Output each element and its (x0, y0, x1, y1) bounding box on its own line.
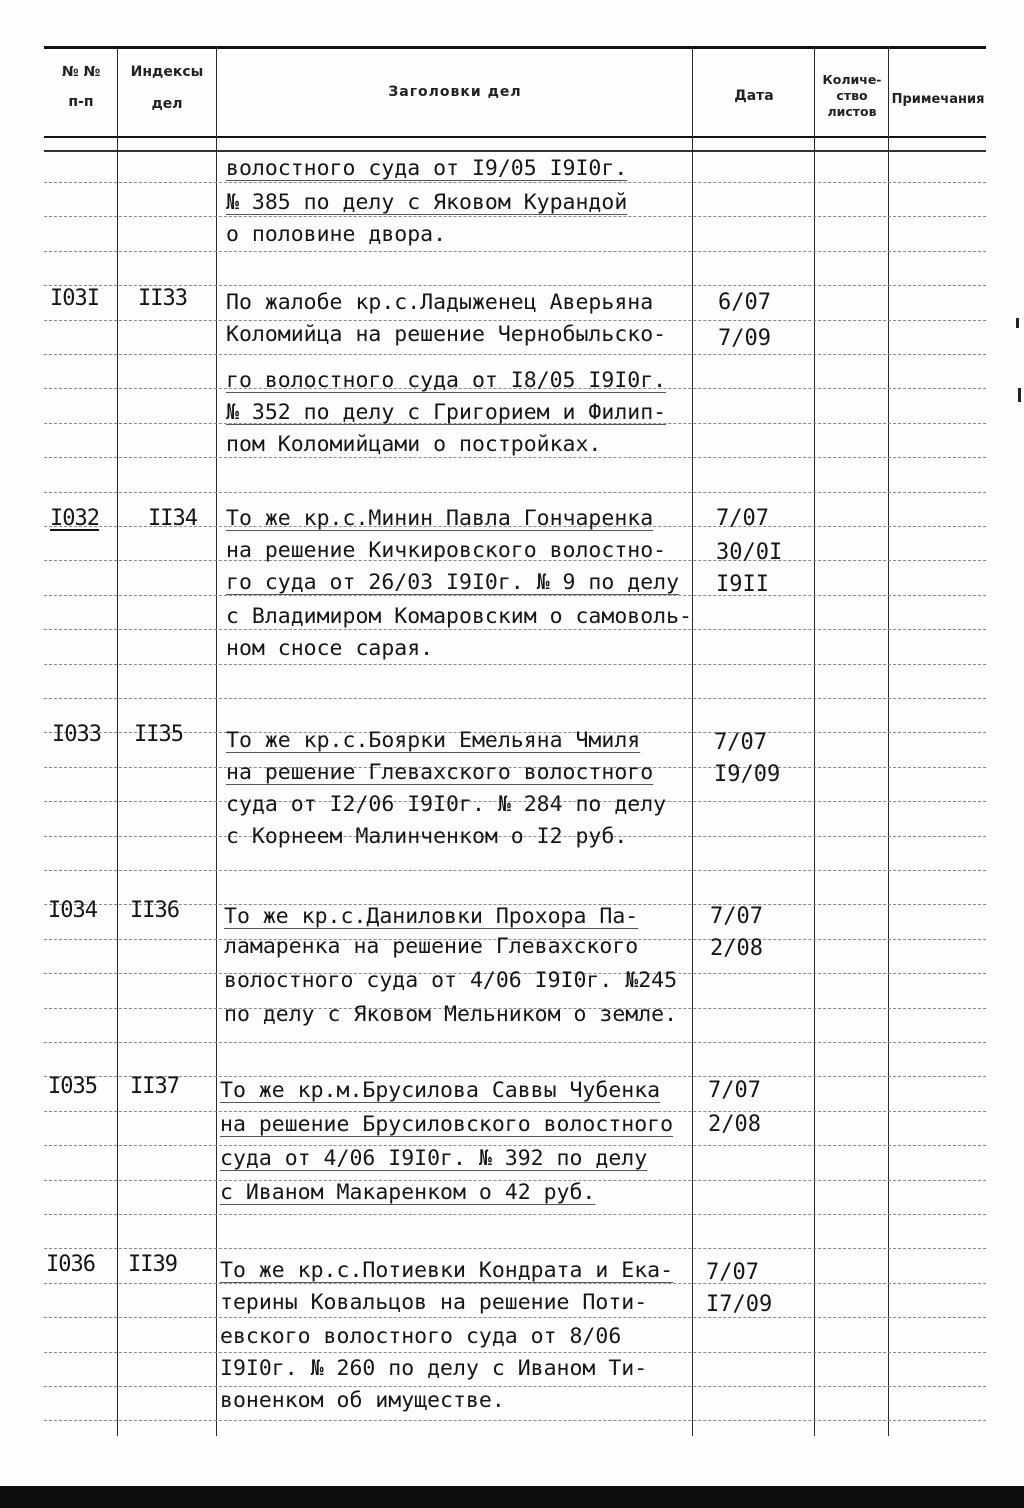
record-title-line: № 352 по делу с Григорием и Филип- (226, 400, 667, 425)
record-index: II33 (138, 286, 187, 311)
record-title-line: суда от 4/06 I9I0г. № 392 по делу (220, 1146, 648, 1171)
ruled-line (44, 664, 986, 665)
ruled-line (44, 698, 986, 699)
record-date: 2/08 (708, 1112, 761, 1137)
record-index: II37 (130, 1074, 179, 1099)
column-divider-5 (888, 46, 889, 1436)
record-title-line: То же кр.с.Боярки Емельяна Чмиля (226, 728, 641, 753)
record-date: 7/07 (710, 904, 763, 929)
ruled-line (44, 216, 986, 217)
header-bottom-rule (44, 136, 986, 138)
header-sheets-1: Количе- (822, 72, 882, 87)
record-date: 2/08 (710, 936, 763, 961)
column-divider-4 (814, 46, 815, 1436)
record-date: 7/07 (716, 506, 769, 531)
column-divider-1 (117, 46, 118, 1436)
scan-speck (1016, 318, 1019, 328)
record-title-line: на решение Глевахского волостного (226, 760, 654, 785)
record-title-line: го суда от 26/03 I9I0г. № 9 по делу (226, 570, 680, 595)
ruled-line (44, 1420, 986, 1421)
ruled-line (44, 595, 986, 596)
header-title: Заголовки дел (388, 84, 522, 100)
record-title-line: суда от I2/06 I9I0г. № 284 по делу (226, 792, 667, 817)
header-index-top: Индексы (130, 64, 204, 80)
record-date: I7/09 (706, 1292, 773, 1317)
record-title-line: То же кр.с.Потиевки Кондрата и Ека- (220, 1258, 674, 1283)
ruled-line (44, 182, 986, 183)
column-divider-2 (216, 46, 217, 1436)
ruled-line (44, 1248, 986, 1249)
record-number: I035 (48, 1074, 97, 1099)
header-date: Дата (734, 88, 774, 104)
ruled-line (44, 492, 986, 493)
record-title-line: с Иваном Макаренком о 42 руб. (220, 1180, 596, 1205)
record-title-line: евского волостного суда от 8/06 (220, 1324, 622, 1349)
ruled-line (44, 457, 986, 458)
ruled-line (44, 354, 986, 355)
record-title-line: То же кр.с.Минин Павла Гончаренка (226, 506, 654, 531)
ruled-line (44, 870, 986, 871)
ruled-line (44, 629, 986, 630)
header-number-top: № № (61, 64, 101, 80)
record-number: I034 (48, 898, 97, 923)
record-title-line: с Владимиром Комаровским о самоволь- (226, 604, 692, 629)
scan-speck (1018, 388, 1021, 402)
record-title-line: с Корнеем Малинченком о I2 руб. (226, 824, 628, 849)
record-title-line: по делу с Яковом Мельником о земле. (224, 1002, 678, 1027)
column-divider-3 (692, 46, 693, 1436)
header-sheets-3: листов (827, 104, 877, 119)
header-number-bottom: п-п (68, 94, 94, 110)
record-date: 7/07 (708, 1078, 761, 1103)
record-title-line: на решение Кичкировского волостно- (226, 538, 667, 563)
record-date: 30/0I (716, 540, 783, 565)
record-number: I036 (46, 1252, 95, 1277)
table-top-rule (44, 46, 986, 49)
record-date: I9/09 (714, 762, 781, 787)
header-index-bottom: дел (151, 96, 183, 112)
record-date: 7/07 (714, 730, 767, 755)
record-title-line: То же кр.м.Брусилова Саввы Чубенка (220, 1078, 661, 1103)
ruled-line (44, 1317, 986, 1318)
record-index: II34 (148, 506, 197, 531)
body-top-rule (44, 150, 986, 152)
record-date: 7/07 (706, 1260, 759, 1285)
record-title-line: го волостного суда от I8/05 I9I0г. (226, 368, 667, 393)
record-title-line: на решение Брусиловского волостного (220, 1112, 674, 1137)
ruled-line (44, 320, 986, 321)
record-date: 6/07 (718, 290, 771, 315)
header-sheets-2: ство (836, 88, 868, 103)
ruled-line (44, 1352, 986, 1353)
continuation-line: № 385 по делу с Яковом Курандой (226, 190, 628, 215)
record-number: I032 (50, 506, 99, 531)
scan-bottom-edge (0, 1486, 1024, 1508)
header-notes: Примечания (891, 92, 985, 107)
record-title-line: Коломийца на решение Чернобыльско- (226, 322, 667, 347)
ruled-line (44, 1076, 986, 1077)
record-title-line: ламаренка на решение Глевахского (224, 934, 639, 959)
record-title-line: То же кр.с.Даниловки Прохора Па- (224, 904, 639, 929)
record-title-line: I9I0г. № 260 по делу с Иваном Ти- (220, 1356, 648, 1381)
record-index: II35 (134, 722, 183, 747)
ruled-line (44, 1386, 986, 1387)
record-title-line: терины Ковальцов на решение Поти- (220, 1290, 648, 1315)
record-title-line: воненком об имуществе. (220, 1388, 505, 1413)
record-index: II39 (128, 1252, 177, 1277)
record-number: I033 (52, 722, 101, 747)
record-title-line: ном сносе сарая. (226, 636, 434, 661)
record-title-line: пом Коломийцами о постройках. (226, 432, 602, 457)
continuation-line: о половине двора. (226, 222, 447, 247)
record-number: I03I (50, 286, 99, 311)
record-index: II36 (130, 898, 179, 923)
ruled-line (44, 1042, 986, 1043)
record-date: 7/09 (718, 326, 771, 351)
continuation-line: волостного суда от I9/05 I9I0г. (226, 156, 628, 181)
record-title-line: волостного суда от 4/06 I9I0г. №245 (224, 968, 678, 993)
ruled-line (44, 251, 986, 252)
record-title-line: По жалобе кр.с.Ладыженец Аверьяна (226, 290, 654, 315)
ruled-line (44, 1283, 986, 1284)
record-date: I9II (716, 572, 769, 597)
ruled-line (44, 1214, 986, 1215)
